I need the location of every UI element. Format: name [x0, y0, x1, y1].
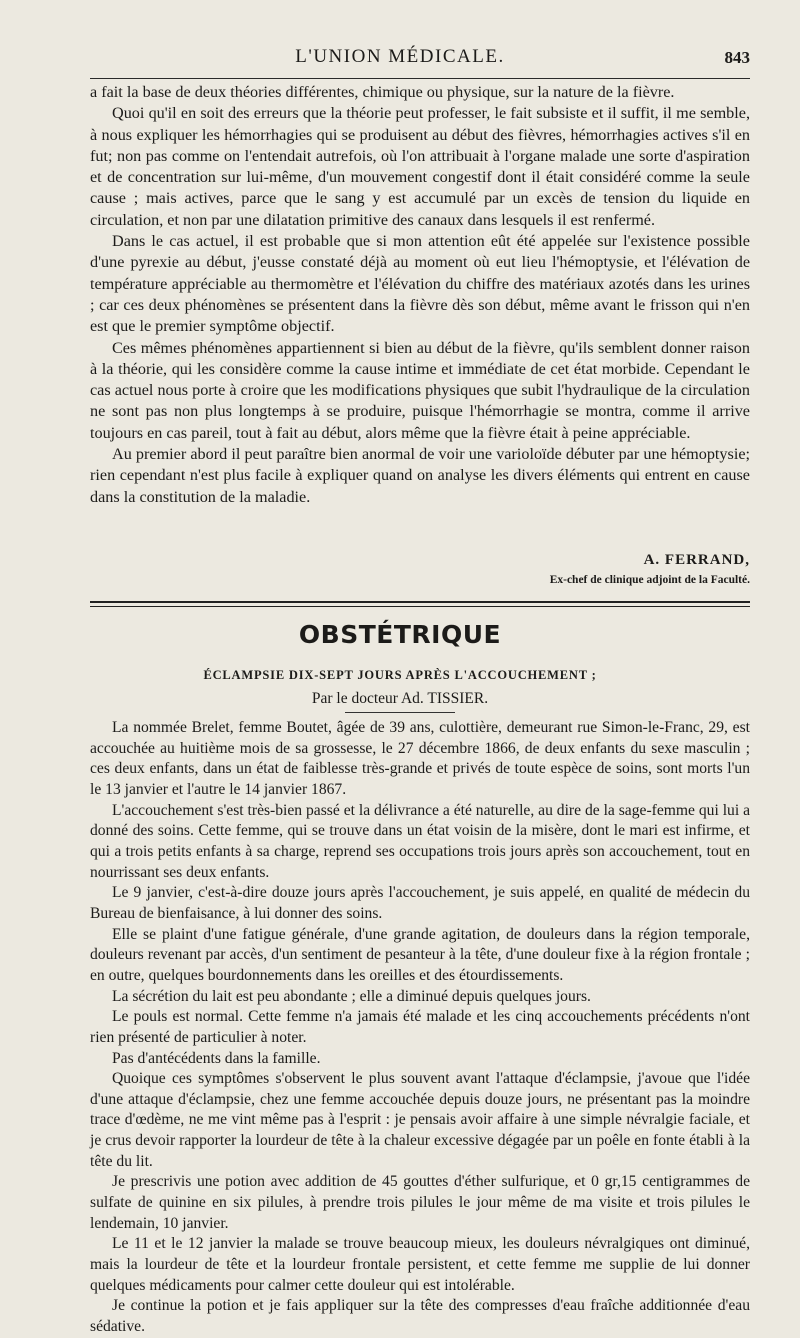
paragraph: La nommée Brelet, femme Boutet, âgée de 39 ans, culottière, demeurant rue Simon-le-Franc, 29, est accouchée au huitième mois de sa grossesse, le 27 décembre 1866, de deux enfants du sexe masculin ; ces deux enfants, dans un état de faiblesse très-grande et privés de toute espèce de soins, sont morts l'un le 13 janvier et l'autre le 14 janvier 1867.: [90, 719, 750, 798]
section-rule-thick: [90, 601, 750, 603]
paragraph: L'accouchement s'est très-bien passé et la délivrance a été naturelle, au dire de la sage-femme qui lui a donné des soins. Cette femme, qui se trouve dans un état voisin de la misère, dont le mari est infirme, et qui a trois petits enfants à sa charge, reprend ses occupations trois jours après son accouchement, tout en nourrissant ses deux enfants.: [90, 801, 750, 881]
paragraph: Je prescrivis une potion avec addition de 45 gouttes d'éther sulfurique, et 0 gr,15 centigrammes de sulfate de quinine en six pilules, à prendre trois pilules le jour même de ma visite et trois pilules le lendemain, 10 janvier.: [90, 1173, 750, 1232]
header-rule: [90, 78, 750, 79]
paragraph: Le 9 janvier, c'est-à-dire douze jours après l'accouchement, je suis appelé, en qualité de médecin du Bureau de bienfaisance, à lui donner des soins.: [90, 884, 750, 922]
paragraph: Quoique ces symptômes s'observent le plus souvent avant l'attaque d'éclampsie, j'avoue que l'idée d'une attaque d'éclampsie, chez une femme accouchée depuis douze jours, ne présentant pas la moindre trace d'œdème, ne me vint même pas à l'esprit : je pensais avoir affaire à une simple névralgie faciale, et je crus devoir rapporter la lourdeur de tête à la chaleur excessive dégagée par un poêle en fonte établi à la tête du lit.: [90, 1070, 750, 1170]
author-signature: A. FERRAND,: [643, 552, 750, 568]
paragraph: Le pouls est normal. Cette femme n'a jamais été malade et les cinq accouchements précédents n'ont rien présenté de particulier à noter.: [90, 1008, 750, 1046]
title-divider: [345, 712, 455, 713]
article-ferrand-text: [90, 82, 750, 508]
article-title: ÉCLAMPSIE DIX-SEPT JOURS APRÈS L'ACCOUCHEMENT ;: [203, 668, 597, 682]
paragraph: Ces mêmes phénomènes appartiennent si bien au début de la fièvre, qu'ils semblent donner raison à la théorie, qui les considère comme la cause intime et immédiate de cet état morbide. Cependant le cas actuel nous porte à croire que les modifications physiques que subit l'hydraulique de la circulation ne sont pas non plus longtemps à se produire, puisque l'hémorrhagie se montra, comme il arrive toujours en cas pareil, tout à fait au début, alors même que la fièvre était à peine appréciable.: [90, 338, 750, 442]
paragraph: Elle se plaint d'une fatigue générale, d'une grande agitation, de douleurs dans la région temporale, douleurs revenant par accès, d'un sentiment de pesanteur à la tête, d'une douleur fixe à la région frontale ; en outre, quelques bourdonnements dans les oreilles et des étourdissements.: [90, 925, 750, 984]
section-title: OBSTÉTRIQUE: [298, 620, 502, 649]
journal-title: L'UNION MÉDICALE.: [295, 46, 505, 67]
article-tissier-text: [90, 718, 750, 1338]
paragraph: La sécrétion du lait est peu abondante ; elle a diminué depuis quelques jours.: [112, 987, 591, 1005]
section-rule-thin: [90, 606, 750, 607]
page-number: 843: [724, 48, 750, 67]
paragraph: Dans le cas actuel, il est probable que si mon attention eût été appelée sur l'existence possible d'une pyrexie au début, j'eusse constaté déjà au moment où eut lieu l'hémoptysie, et l'élévation de température appréciable au thermomètre et l'élévation du chiffre des matériaux azotés dans les urines ; car ces deux phénomènes se présentent dans la fièvre dès son début, même avant le frisson qui n'en est que le premier symptôme objectif.: [90, 232, 750, 336]
byline: Par le docteur Ad. TISSIER.: [311, 690, 489, 707]
paragraph: a fait la base de deux théories différentes, chimique ou physique, sur la nature de la fièvre.: [90, 83, 675, 101]
running-header: [0, 44, 800, 72]
author-role: Ex-chef de clinique adjoint de la Faculté.: [549, 574, 750, 586]
paragraph: Pas d'antécédents dans la famille.: [112, 1049, 321, 1067]
paragraph: Le 11 et le 12 janvier la malade se trouve beaucoup mieux, les douleurs névralgiques ont diminué, mais la lourdeur de tête et la lourdeur frontale persistent, et cette femme me supplie de lui donner quelques médicaments pour calmer cette douleur qui est intolérable.: [90, 1235, 750, 1294]
paragraph: Je continue la potion et je fais appliquer sur la tête des compresses d'eau fraîche additionnée d'eau sédative.: [90, 1297, 750, 1336]
paragraph: Quoi qu'il en soit des erreurs que la théorie peut professer, le fait subsiste et il suffit, il me semble, à nous expliquer les hémorrhagies qui se produisent au début des fièvres, hémorrhagies actives s'il en fut; non pas comme on l'entendait autrefois, où l'on attribuait à l'organe malade une sorte d'aspiration et de concentration sur lui-même, d'un mouvement congestif dont il était considéré comme la seule cause ; mais actives, parce que le sang y est accumulé par un excès de tension du liquide en circulation, et non par une dilatation primitive des canaux dans lesquels il est renfermé.: [90, 104, 750, 229]
paragraph: Au premier abord il peut paraître bien anormal de voir une varioloïde débuter par une hémoptysie; rien cependant n'est plus facile à expliquer quand on analyse les divers éléments qui entrent en cause dans la constitution de la maladie.: [90, 445, 750, 506]
